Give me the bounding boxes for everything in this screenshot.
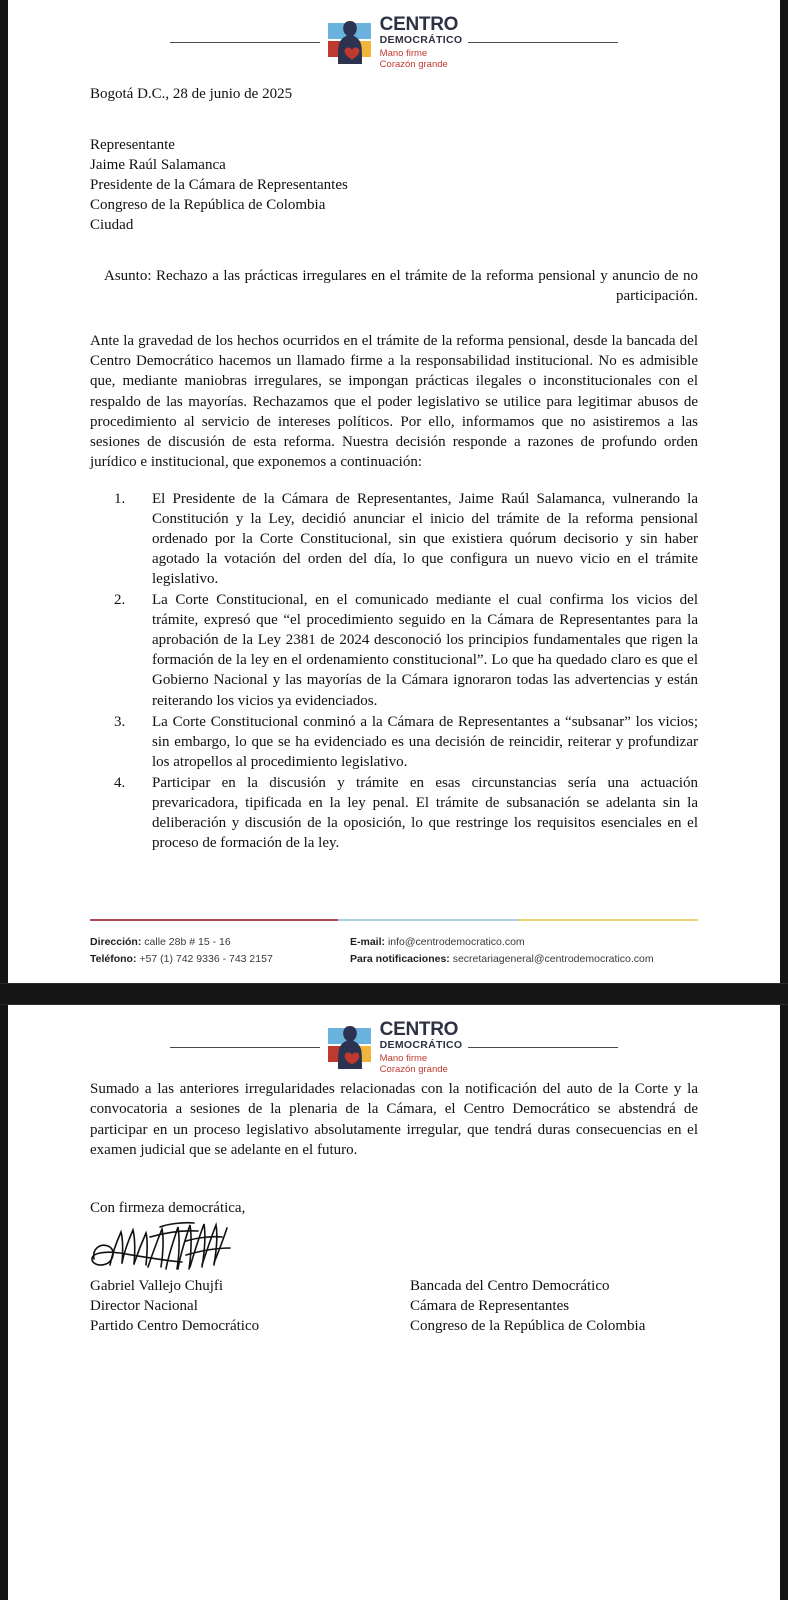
document-page-2	[8, 1005, 780, 1600]
letterhead-rule-right-p2	[468, 1047, 618, 1048]
letterhead-rule-right	[468, 42, 618, 43]
claim-item-2: La Corte Constitucional, en el comunicado mediante el cual confirma los vicios del trámite, expresó que “el procedimiento seguido en la Cámara de Representantes para la aprobación de la Ley 2381 de 2024 desconoció los principios fundamentales que rigen la formación de la ley en el ordenamiento constitucional”. Lo que ha quedado claro es que el Gobierno Nacional y las mayorías de la Cámara ignoraron todas las advertencias y están reiterando los vicios ya evidenciados.	[152, 592, 698, 709]
intro-paragraph: Ante la gravedad de los hechos ocurridos en el trámite de la reforma pensional, desde la bancada del Centro Democrático hacemos un llamado firme a la responsabilidad institucional. No es admisible que, mediante maniobras irregulares, se impongan prácticas ilegales o inconstitucionales con el respaldo de las mayorías. Rechazamos que el poder legislativo se utilice para legitimar abusos de procedimiento al servicio de intereses políticos. Por ello, informamos que no asistiremos a las sesiones de discusión de esta reforma. Nuestra decisión responde a razones de profundo orden jurídico e institucional, que exponemos a continuación:	[90, 332, 698, 471]
signer-left-line-2: Director Nacional	[90, 1297, 198, 1314]
handwritten-signature-image	[90, 1219, 280, 1277]
signer-right-line-2: Cámara de Representantes	[410, 1297, 570, 1314]
addressee-line-1: Representante	[90, 137, 175, 153]
closing-salutation: Con firmeza democrática,	[90, 1200, 246, 1216]
footer-contact-columns	[90, 934, 698, 967]
claims-list	[90, 489, 698, 854]
footer-address-label: Dirección:	[90, 936, 142, 949]
signer-left-line-3: Partido Centro Democrático	[90, 1317, 260, 1334]
logo-slogan	[380, 48, 463, 70]
logo-wordmark-p2	[380, 1019, 463, 1075]
logo-slogan-line2-p2: Corazón grande	[379, 1063, 448, 1075]
addressee-line-3: Presidente de la Cámara de Representantes	[90, 176, 348, 193]
closing-paragraph: Sumado a las anteriores irregularidades relacionadas con la notificación del auto de la Corte y la convocatoria a sesiones de la plenaria de la Cámara, el Centro Democrático se abstendrá de participar en un proceso legislativo absolutamente irregular, que tendrá duras consecuencias en el examen judicial que se adelante en el futuro.	[90, 1081, 698, 1158]
claim-item-1: El Presidente de la Cámara de Representantes, Jaime Raúl Salamanca, vulnerando la Constitución y la Ley, decidió anunciar el inicio del trámite de la reforma pensional ordenado por la Corte Constitucional, sin que existiera quórum decisorio y sin haber agotado la votación del orden del día, lo que configura un nuevo vicio en el trámite legislativo.	[152, 490, 698, 587]
claim-item-3: La Corte Constitucional conminó a la Cámara de Representantes a “subsanar” los vicios; sin embargo, lo que se ha evidenciado es una decisión de reincidir, reiterar y profundizar los atropellos al procedimiento legislativo.	[152, 713, 698, 770]
logo-wordmark	[380, 14, 463, 70]
footer-notifications-row	[350, 951, 698, 967]
letterhead-rule-left-p2	[170, 1047, 320, 1048]
document-page-1	[8, 0, 780, 983]
signers-row	[90, 1277, 698, 1337]
footer-notifications-value[interactable]: secretariageneral@centrodemocratico.com	[452, 952, 654, 965]
signature-block	[90, 1219, 698, 1277]
logo-name-line1-p2: CENTRO	[379, 1019, 459, 1041]
footer-email-row	[350, 934, 698, 950]
footer-address-value: calle 28b # 15 - 16	[144, 936, 231, 949]
footer-address-row	[90, 934, 350, 950]
date-line: Bogotá D.C., 28 de junio de 2025	[90, 86, 293, 102]
footer-contact-left	[90, 934, 350, 967]
signer-left-line-1: Gabriel Vallejo Chujfi	[90, 1278, 224, 1294]
addressee-line-2: Jaime Raúl Salamanca	[90, 156, 226, 173]
claim-item-4: Participar en la discusión y trámite en esas circunstancias sería una actuación prevaricadora, tipificada en la ley penal. El trámite de subsanación se adelanta sin la deliberación y discusión de la oposición, lo que restringe los requisitos esenciales en el proceso de formación de la ley.	[152, 774, 698, 852]
centro-democratico-logo-p2	[326, 1019, 463, 1075]
signer-right-line-3: Congreso de la República de Colombia	[410, 1317, 646, 1334]
logo-name-line1: CENTRO	[379, 14, 459, 36]
subject-line: Asunto: Rechazo a las prácticas irregulares en el trámite de la reforma pensional y anuncio de no participación.	[104, 267, 698, 304]
footer-email-label: E-mail:	[350, 936, 386, 949]
footer-phone-value: +57 (1) 742 9336 - 743 2157	[139, 952, 273, 965]
signer-right-line-1: Bancada del Centro Democrático	[410, 1278, 610, 1294]
addressee-block	[90, 136, 698, 236]
centro-democratico-logo	[326, 14, 463, 70]
letterhead-page-1	[8, 0, 780, 70]
logo-slogan-line1: Mano firme	[379, 47, 428, 59]
logo-name-line2-p2: DEMOCRÁTICO	[379, 1039, 463, 1052]
logo-slogan-p2	[380, 1053, 463, 1075]
page-1-footer	[8, 919, 780, 967]
page-2-body	[8, 1079, 780, 1337]
footer-phone-label: Teléfono:	[90, 952, 137, 965]
logo-name-line2: DEMOCRÁTICO	[379, 34, 463, 47]
signer-right-block	[410, 1277, 698, 1337]
letterhead-page-2	[8, 1005, 780, 1075]
signer-left-block	[90, 1277, 410, 1337]
logo-mark-icon	[326, 20, 374, 64]
page-1-body	[8, 86, 780, 853]
footer-contact-right	[350, 934, 698, 967]
footer-phone-row	[90, 951, 350, 967]
logo-heart-icon-p2	[344, 1052, 360, 1065]
logo-slogan-line1-p2: Mano firme	[379, 1052, 428, 1064]
footer-rule-yellow	[518, 919, 698, 921]
footer-tricolor-rule	[90, 919, 698, 921]
footer-rule-blue	[338, 919, 518, 921]
logo-mark-icon-p2	[326, 1025, 374, 1069]
addressee-line-4: Congreso de la República de Colombia	[90, 196, 326, 213]
addressee-line-5: Ciudad	[90, 216, 134, 233]
page-separator	[0, 983, 788, 1005]
letterhead-rule-left	[170, 42, 320, 43]
footer-email-value[interactable]: info@centrodemocratico.com	[387, 936, 525, 949]
logo-heart-icon	[344, 47, 360, 60]
footer-notifications-label: Para notificaciones:	[350, 952, 450, 965]
logo-slogan-line2: Corazón grande	[379, 58, 448, 70]
footer-rule-red	[90, 919, 338, 921]
